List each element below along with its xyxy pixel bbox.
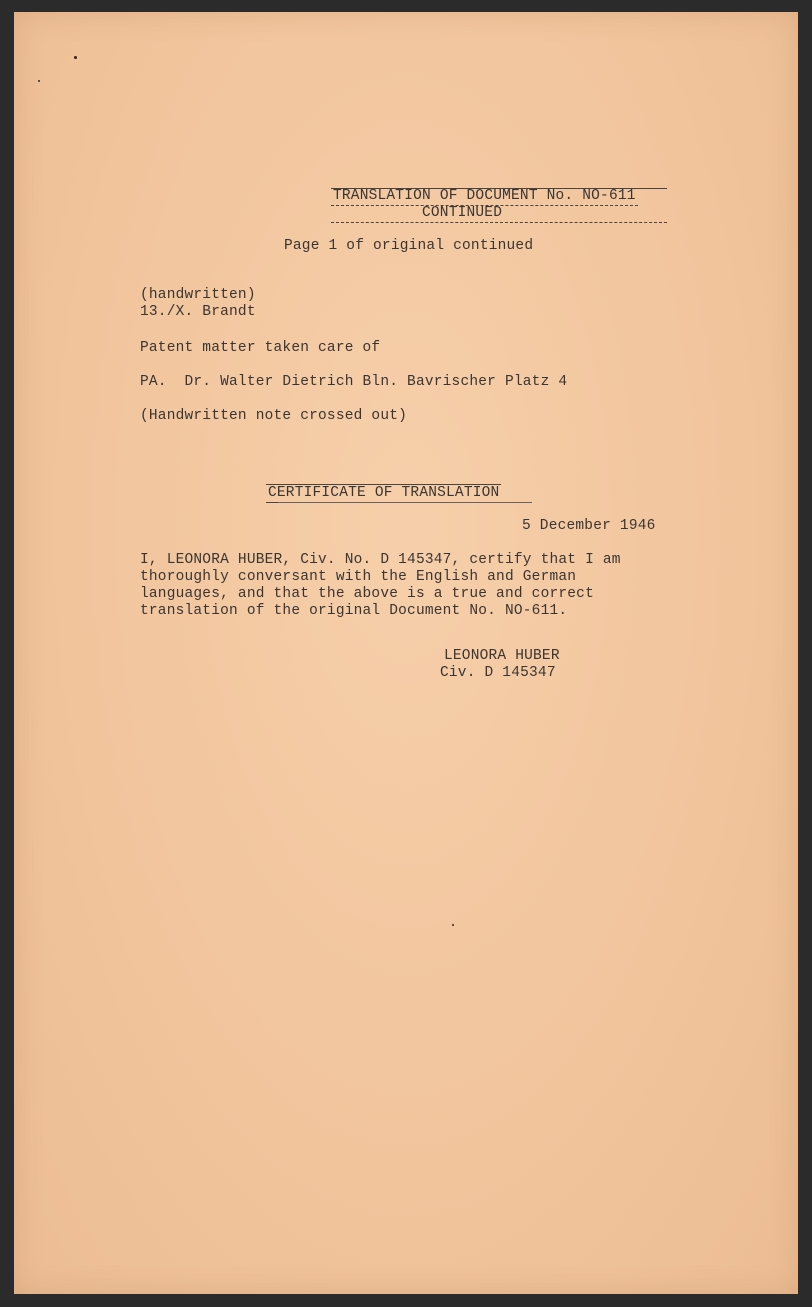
header-rule-bottom: [331, 222, 667, 223]
pa-address-line: PA. Dr. Walter Dietrich Bln. Bavrischer Platz 4: [140, 374, 568, 390]
document-title-continued: CONTINUED: [422, 205, 503, 221]
crossed-out-note: (Handwritten note crossed out): [140, 408, 408, 424]
ink-speck: [74, 56, 77, 59]
document-page: [14, 12, 798, 1294]
certificate-title-shadow-rule: [278, 502, 532, 503]
handwritten-note: 13./X. Brandt: [140, 304, 256, 320]
document-title: TRANSLATION OF DOCUMENT No. NO-611: [333, 188, 636, 204]
ink-speck: [38, 80, 40, 82]
handwritten-label: (handwritten): [140, 287, 256, 303]
ink-speck: [452, 924, 454, 926]
signature-name: LEONORA HUBER: [444, 648, 560, 664]
page-subtitle: Page 1 of original continued: [284, 238, 534, 254]
certificate-date: 5 December 1946: [522, 518, 656, 534]
patent-line: Patent matter taken care of: [140, 340, 381, 356]
signature-id: Civ. D 145347: [440, 665, 556, 681]
certificate-title: CERTIFICATE OF TRANSLATION: [268, 485, 500, 501]
certificate-body: I, LEONORA HUBER, Civ. No. D 145347, certify that I am thoroughly conversant with the English and German languages, and that the above is a true and correct translation of the original Document No. NO-611.: [140, 552, 621, 619]
